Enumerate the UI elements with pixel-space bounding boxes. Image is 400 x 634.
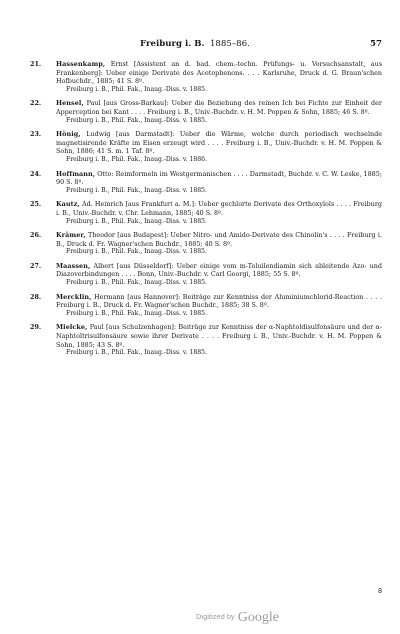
entry-text: Ernst [Assistent an d. bad. chem.-techn. Prüfungs- u. Versuchsanstalt, aus Frankenberg]: Ueber einige Derivate des Acetophenons. . . . Karlsruhe, Druck d. G. Braun'schen Hofbuchdr., 1885; 41 S. 8º.	[56, 60, 382, 86]
entry-dissertation-note: Freiburg i. B., Phil. Fak., Inaug.-Diss. v. 1885.	[66, 85, 207, 93]
entry-dissertation-note: Freiburg i. B., Phil. Fak., Inaug.-Diss. v. 1886.	[66, 155, 207, 163]
entry-number: 26.	[30, 231, 42, 240]
running-title	[140, 38, 250, 50]
page-number: 57	[370, 39, 382, 49]
entry-text: Paul [aus Schulzenhagen]: Beiträge zur Kenntniss der α-Naphtoldisulfonsäure und der α-Naphtoltrisulfonsäure sowie ihrer Derivate . . . . Freiburg i. B., Univ.-Buchdr. v. H. M. Poppen & Sohn, 1885; 43 S. 8º.	[56, 323, 382, 349]
entry-number: 29.	[30, 323, 42, 332]
entry-29	[30, 323, 382, 357]
entry-28	[30, 293, 382, 319]
entry-number: 24.	[30, 169, 42, 178]
entry-number: 22.	[30, 99, 42, 108]
entry-author: Mielcke,	[56, 323, 88, 332]
running-header	[30, 38, 382, 50]
entry-dissertation-note: Freiburg i. B., Phil. Fak., Inaug.-Diss. v. 1885.	[66, 349, 207, 357]
entry-25	[30, 200, 382, 226]
entry-number: 21.	[30, 60, 42, 68]
entry-text: Theodor [aus Budapest]: Ueber Nitro- und Amido-Derivate des Chinolin's . . . . Freiburg i. B., Druck d. Fr. Wagner'schen Buchdr., 1885; 40 S. 8º.	[56, 231, 382, 248]
entry-number: 27.	[30, 261, 42, 270]
entry-author: Hassenkamp,	[56, 60, 106, 68]
signature-mark: 8	[378, 588, 382, 595]
entry-list	[30, 60, 382, 363]
google-logo: Google	[237, 610, 279, 625]
entry-text: Paul [aus Gross-Barkau]: Ueber die Beziehung des reinen Ich bei Fichte zur Einheit der Apperception bei Kant . . . . Freiburg i. B., Univ.-Buchdr. v. H. M. Poppen & Sohn, 1885; 46 S. 8º.	[56, 99, 382, 116]
entry-author: Hoffmann,	[56, 169, 96, 178]
entry-21	[30, 60, 382, 94]
entry-author: Maassen,	[56, 261, 91, 270]
entry-number: 25.	[30, 200, 42, 209]
entry-number: 23.	[30, 130, 42, 139]
entry-author: Hensel,	[56, 99, 84, 108]
entry-23	[30, 130, 382, 164]
running-title-place: Freiburg i. B.	[140, 39, 205, 49]
entry-text: Ludwig [aus Darmstadt]: Ueber die Wärme, welche durch periodisch wechselnde magnetisirende Kräfte im Eisen erzeugt wird . . . . Freiburg i. B., Univ.-Buchdr. v. H. M. Poppen & Sohn, 1886; 41 S. m. 1 Taf. 8º.	[56, 130, 382, 156]
entry-dissertation-note: Freiburg i. B., Phil. Fak., Inaug.-Diss. v. 1885.	[66, 248, 207, 256]
entry-author: Kautz,	[56, 200, 80, 209]
entry-author: Mercklin,	[56, 292, 92, 301]
entry-22	[30, 99, 382, 125]
entry-author: Krämer,	[56, 231, 86, 240]
entry-author: Hönig,	[56, 130, 81, 139]
entry-26	[30, 231, 382, 257]
digitized-watermark	[196, 606, 356, 628]
entry-dissertation-note: Freiburg i. B., Phil. Fak., Inaug.-Diss. v. 1885.	[66, 309, 207, 317]
entry-text: Otto: Reimformeln im Westgermanischen . . . . Darmstadt, Buchdr. v. C. W. Leske, 1885; 90 S. 8º.	[56, 169, 382, 187]
entry-number: 28.	[30, 292, 42, 301]
entry-text: Albert [aus Düsseldorf]: Ueber einige vom m-Toluilendiamin sich ableitende Azo- und Diazoverbindungen . . . . Bonn, Univ.-Buchdr. v. Carl Georgi, 1885; 55 S. 8º.	[56, 261, 382, 279]
entry-dissertation-note: Freiburg i. B., Phil. Fak., Inaug.-Diss. v. 1885.	[66, 279, 207, 287]
entry-dissertation-note: Freiburg i. B., Phil. Fak., Inaug.-Diss. v. 1885.	[66, 116, 207, 124]
entry-24	[30, 170, 382, 196]
entry-27	[30, 262, 382, 288]
entry-text: Hermann [aus Hannover]: Beiträge zur Kenntniss der Aluminiumchlorid-Reaction . . . . Freiburg i. B., Druck d. Fr. Wagner'schen Buchdr., 1885; 38 S. 8º.	[56, 292, 382, 310]
entry-dissertation-note: Freiburg i. B., Phil. Fak., Inaug.-Diss. v. 1885.	[66, 217, 207, 225]
entry-dissertation-note: Freiburg i. B., Phil. Fak., Inaug.-Diss. v. 1885.	[66, 186, 207, 194]
running-title-years: 1885–86.	[209, 39, 250, 49]
watermark-prefix: Digitized by	[196, 612, 235, 621]
entry-text: Ad. Heinrich [aus Frankfurt a. M.]: Ueber gechlorte Derivate des Orthoxylols . . . . Freiburg i. B., Univ.-Buchdr. v. Chr. Lehmann, 1885; 40 S. 8º.	[56, 200, 382, 217]
